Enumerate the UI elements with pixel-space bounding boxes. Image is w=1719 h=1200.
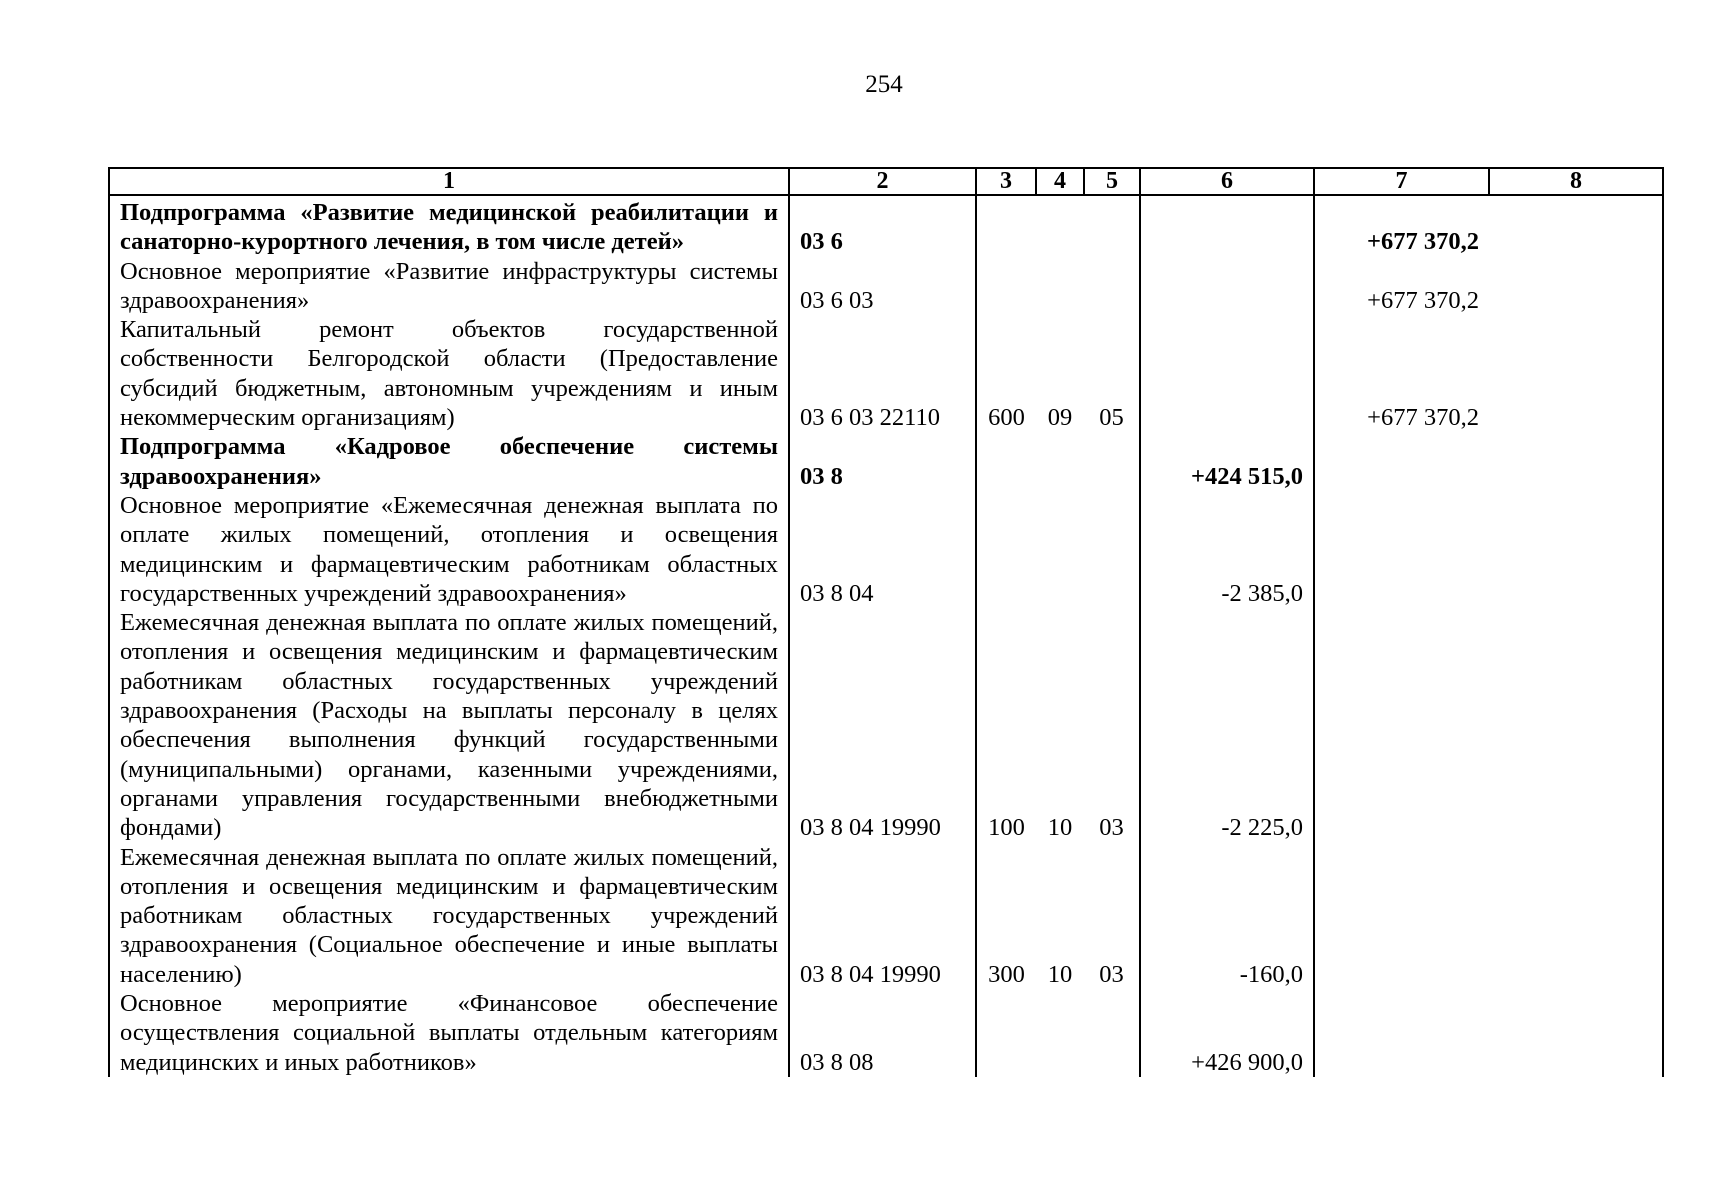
row-col4 (1036, 257, 1084, 316)
row-col3: 600 (976, 315, 1036, 432)
row-amount-col8 (1489, 315, 1663, 432)
column-header-2: 2 (789, 168, 976, 195)
row-amount-col8 (1489, 989, 1663, 1077)
column-header-7: 7 (1314, 168, 1489, 195)
row-col3: 100 (976, 608, 1036, 842)
column-header-8: 8 (1489, 168, 1663, 195)
table-row (109, 315, 1663, 432)
row-code: 03 8 08 (789, 989, 976, 1077)
row-amount-col6: +424 515,0 (1140, 432, 1314, 491)
row-description: Основное мероприятие «Развитие инфраструктуры системы здравоохранения» (109, 257, 789, 316)
row-amount-col8 (1489, 491, 1663, 608)
row-code: 03 6 03 (789, 257, 976, 316)
row-amount-col7 (1314, 608, 1489, 842)
row-amount-col6: -160,0 (1140, 843, 1314, 989)
row-amount-col8 (1489, 843, 1663, 989)
row-amount-col6: +426 900,0 (1140, 989, 1314, 1077)
row-code: 03 6 (789, 198, 976, 257)
row-col5: 05 (1084, 315, 1140, 432)
row-amount-col8 (1489, 608, 1663, 842)
column-header-5: 5 (1084, 168, 1140, 195)
row-col3 (976, 491, 1036, 608)
row-amount-col7 (1314, 491, 1489, 608)
table-row (109, 491, 1663, 608)
row-col4: 09 (1047, 404, 1073, 432)
page-number: 254 (865, 71, 903, 98)
column-header-4: 4 (1036, 168, 1084, 195)
row-amount-col6: -2 225,0 (1140, 608, 1314, 842)
row-code: 03 6 03 22110 (789, 315, 976, 432)
row-description: Основное мероприятие «Ежемесячная денежная выплата по оплате жилых помещений, отопления и освещения медицинским и фармацевтическим работникам областных государственных учреждений здравоохранения» (109, 491, 789, 608)
row-col3 (976, 257, 1036, 316)
row-amount-col7 (1314, 432, 1489, 491)
row-description: Подпрограмма «Кадровое обеспечение системы здравоохранения» (109, 432, 789, 491)
table-row (109, 198, 1663, 257)
row-col4 (1036, 989, 1084, 1077)
row-amount-col7: +677 370,2 (1367, 228, 1479, 256)
row-col4 (1036, 491, 1084, 608)
row-col5 (1084, 989, 1140, 1077)
row-amount-col6 (1140, 257, 1314, 316)
row-col3: 300 (976, 843, 1036, 989)
row-col5 (1084, 257, 1140, 316)
table-row (109, 843, 1663, 989)
column-header-6: 6 (1140, 168, 1314, 195)
budget-table (108, 167, 1664, 1077)
table-body (109, 195, 1663, 1077)
row-code: 03 8 (789, 432, 976, 491)
row-col5 (1084, 198, 1140, 257)
row-description: Основное мероприятие «Финансовое обеспечение осуществления социальной выплаты отдельным категориям медицинских и иных работников» (109, 989, 789, 1077)
row-description: Ежемесячная денежная выплата по оплате жилых помещений, отопления и освещения медицинским и фармацевтическим работникам областных государственных учреждений здравоохранения (Расходы на выплаты персоналу в целях обеспечения выполнения функций государственными (муниципальными) органами, казенными учреждениями, органами управления государственными внебюджетными фондами) (109, 608, 789, 842)
table-row (109, 257, 1663, 316)
row-col5 (1084, 432, 1140, 491)
row-col4: 10 (1047, 960, 1073, 988)
row-col4 (1036, 432, 1084, 491)
row-amount-col7 (1314, 843, 1489, 989)
row-col5 (1084, 491, 1140, 608)
row-col3 (976, 989, 1036, 1077)
row-code: 03 8 04 19990 (789, 608, 976, 842)
row-amount-col6: -2 385,0 (1140, 491, 1314, 608)
row-code: 03 8 04 19990 (789, 843, 976, 989)
row-description: Ежемесячная денежная выплата по оплате жилых помещений, отопления и освещения медицинским и фармацевтическим работникам областных государственных учреждений здравоохранения (Социальное обеспечение и иные выплаты населению) (109, 843, 789, 989)
column-header-3: 3 (976, 168, 1036, 195)
table-row (109, 432, 1663, 491)
row-amount-col8 (1489, 432, 1663, 491)
row-amount-col7: +677 370,2 (1367, 286, 1479, 314)
row-col5: 03 (1084, 608, 1140, 842)
table-row (109, 608, 1663, 842)
row-col4: 10 (1047, 814, 1073, 842)
row-description: Капитальный ремонт объектов государственной собственности Белгородской области (Предоставление субсидий бюджетным, автономным учреждениям и иным некоммерческим организациям) (109, 315, 789, 432)
row-col5: 03 (1084, 843, 1140, 989)
column-header-1: 1 (109, 168, 789, 195)
row-col4 (1036, 198, 1084, 257)
row-col3 (976, 432, 1036, 491)
table-row (109, 989, 1663, 1077)
row-code: 03 8 04 (789, 491, 976, 608)
row-amount-col6 (1140, 198, 1314, 257)
row-description: Подпрограмма «Развитие медицинской реабилитации и санаторно-курортного лечения, в том числе детей» (109, 198, 789, 257)
table-header-row (109, 168, 1663, 195)
row-amount-col7 (1314, 989, 1489, 1077)
row-amount-col8 (1489, 198, 1663, 257)
row-col3 (976, 198, 1036, 257)
row-amount-col8 (1489, 257, 1663, 316)
row-amount-col7: +677 370,2 (1367, 404, 1479, 432)
row-amount-col6 (1140, 315, 1314, 432)
